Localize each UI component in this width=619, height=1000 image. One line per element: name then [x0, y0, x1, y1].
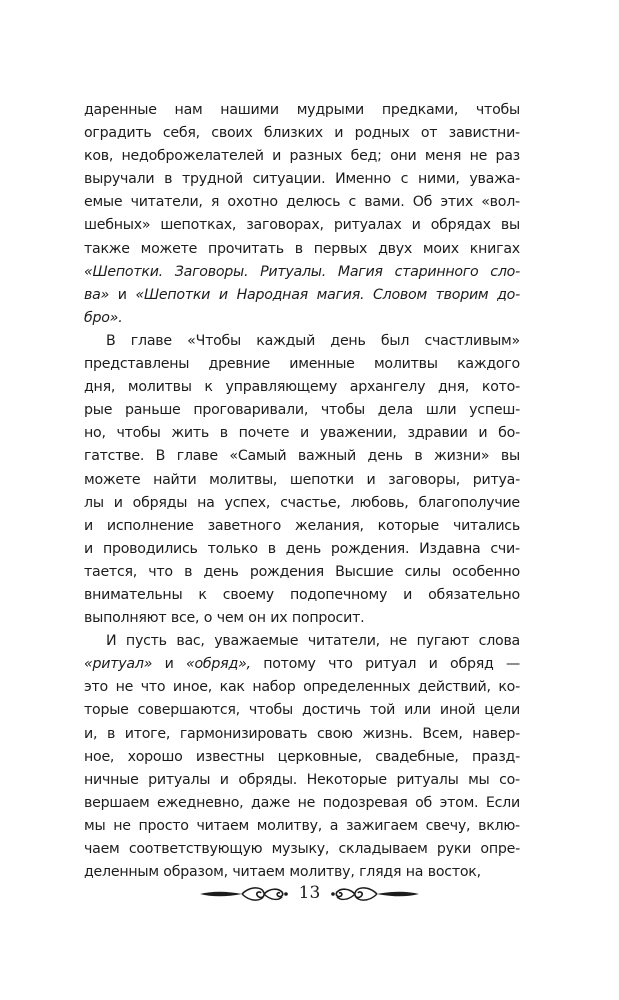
- text-line: [84, 492, 520, 515]
- word: или: [404, 702, 431, 719]
- word: шепотках,: [160, 217, 237, 234]
- word: чтобы: [116, 425, 161, 442]
- body-text: [84, 99, 520, 884]
- word: известны: [195, 748, 265, 765]
- word: жизнь.: [362, 725, 413, 742]
- text-line: [84, 376, 520, 399]
- text-line: [84, 723, 520, 746]
- word: архангелу: [349, 379, 426, 396]
- word: вы: [500, 448, 520, 465]
- text-line: [84, 746, 520, 769]
- word: Об: [412, 194, 433, 211]
- word: которые: [377, 517, 440, 534]
- word: кото-: [481, 379, 520, 396]
- word: тается,: [84, 563, 138, 580]
- word: рождения.: [330, 540, 410, 557]
- word: представлены: [84, 356, 190, 373]
- word: лы: [84, 494, 104, 511]
- word: найти: [153, 471, 197, 488]
- word: все,: [170, 610, 200, 627]
- paragraph: [84, 99, 520, 330]
- word: с: [348, 194, 357, 211]
- word: можете: [84, 471, 141, 488]
- word: завистни-: [448, 125, 520, 142]
- word: я: [210, 194, 220, 211]
- word: управляющему: [225, 379, 337, 396]
- word: проводились: [102, 540, 198, 557]
- word: и: [428, 656, 438, 673]
- word: и: [164, 656, 174, 673]
- word: родных: [354, 125, 410, 142]
- word: ничные: [84, 771, 139, 788]
- word: и: [411, 217, 421, 234]
- word: «ритуал»: [84, 656, 153, 673]
- word: не: [297, 794, 316, 811]
- word: первых: [313, 240, 368, 257]
- word: благополучие: [418, 494, 520, 511]
- word: ко-: [498, 679, 520, 696]
- word: в: [219, 425, 228, 442]
- word: Народная: [236, 286, 308, 303]
- word: моих: [422, 240, 459, 257]
- word: достичь: [301, 702, 361, 719]
- word: старинного: [394, 263, 479, 280]
- word: опре-: [480, 841, 520, 857]
- word: просто: [138, 817, 189, 834]
- word: счастье,: [280, 494, 341, 511]
- flourish-right-icon: [329, 882, 421, 906]
- word: и: [219, 771, 229, 788]
- word: своему: [222, 586, 274, 603]
- word: мы: [468, 771, 490, 788]
- word: свою: [316, 725, 353, 742]
- word: исполнение: [106, 517, 194, 534]
- word: и: [478, 425, 488, 442]
- word: это: [84, 679, 108, 696]
- text-line: [84, 307, 520, 330]
- word: обряды: [132, 494, 188, 511]
- word: «Шепотки: [135, 286, 211, 303]
- word: внимательны: [84, 586, 183, 603]
- word: «Чтобы: [187, 332, 241, 349]
- word: ное,: [84, 748, 115, 765]
- word: Если: [485, 794, 520, 811]
- word: В: [155, 448, 166, 465]
- text-line: [84, 399, 520, 422]
- word: и: [117, 286, 127, 303]
- word: образом,: [163, 864, 228, 881]
- text-line: [84, 422, 520, 445]
- word: с: [400, 171, 409, 188]
- word: здравии: [407, 425, 468, 442]
- word: даренные: [84, 102, 157, 118]
- word: к: [204, 379, 213, 396]
- word: древние: [208, 356, 270, 373]
- word: гатстве.: [84, 448, 145, 465]
- word: чтобы: [475, 102, 520, 118]
- word: книгах: [469, 240, 520, 257]
- text-line: [84, 792, 520, 815]
- word: рые: [84, 402, 113, 419]
- word: этих: [440, 194, 474, 211]
- word: разных: [289, 148, 343, 165]
- word: читатели,: [307, 633, 380, 650]
- word: дня,: [438, 379, 470, 396]
- word: мы: [84, 817, 106, 834]
- text-line: [84, 653, 520, 676]
- text-line: [84, 238, 520, 261]
- word: бро».: [84, 309, 123, 326]
- word: а: [329, 817, 339, 834]
- word: магия.: [316, 286, 365, 303]
- word: выполняют: [84, 610, 167, 627]
- word: и: [218, 286, 228, 303]
- text-line: [84, 99, 520, 122]
- word: обрядах: [430, 217, 491, 234]
- text-line: [84, 168, 520, 191]
- word: действий,: [417, 679, 491, 696]
- word: этом.: [439, 794, 479, 811]
- word: Некоторые: [306, 771, 387, 788]
- word: ними,: [417, 171, 460, 188]
- word: даже: [251, 794, 291, 811]
- word: делюсь: [286, 194, 341, 211]
- word: чем: [216, 610, 244, 627]
- word: читались: [452, 517, 520, 534]
- word: что: [148, 563, 173, 580]
- word: силы: [404, 563, 441, 580]
- text-line: [84, 607, 520, 630]
- word: успех,: [224, 494, 271, 511]
- word: и: [113, 494, 123, 511]
- text-line: [84, 815, 520, 838]
- word: хорошо: [127, 748, 183, 765]
- word: глядя: [359, 864, 402, 881]
- text-line: [84, 630, 520, 653]
- word: навер-: [472, 725, 520, 742]
- word: жить: [171, 425, 209, 442]
- word: заговоры,: [388, 471, 461, 488]
- text-line: [84, 145, 520, 168]
- word: выручали: [84, 171, 155, 188]
- word: желания,: [294, 517, 364, 534]
- word: жизни»: [434, 448, 490, 465]
- word: читатели,: [130, 194, 203, 211]
- word: шебных»: [84, 217, 151, 234]
- word: чтобы: [320, 402, 365, 419]
- word: главе: [130, 332, 172, 349]
- text-line: [84, 353, 520, 376]
- word: обряд: [450, 656, 494, 673]
- word: только: [207, 540, 258, 557]
- word: И: [106, 633, 117, 650]
- word: заговорах,: [246, 217, 324, 234]
- word: и: [84, 517, 93, 534]
- word: Издавна: [419, 540, 481, 557]
- word: вами.: [364, 194, 405, 211]
- word: со-: [499, 771, 520, 788]
- word: сло-: [490, 263, 520, 280]
- text-line: [84, 122, 520, 145]
- word: меня: [424, 148, 462, 165]
- word: гармонизировать: [179, 725, 308, 742]
- word: шли: [425, 402, 457, 419]
- text-line: [84, 584, 520, 607]
- text-line: [84, 445, 520, 468]
- word: оградить: [84, 125, 152, 142]
- word: читаем: [196, 817, 249, 834]
- word: и: [334, 125, 344, 142]
- word: и: [403, 586, 413, 603]
- word: «Самый: [229, 448, 287, 465]
- word: раз: [495, 148, 520, 165]
- word: на: [405, 864, 424, 881]
- word: как: [219, 679, 245, 696]
- text-line: [84, 214, 520, 237]
- word: чаем: [84, 841, 120, 857]
- word: но,: [84, 425, 106, 442]
- page-footer: [0, 876, 619, 912]
- word: нам: [174, 102, 203, 118]
- word: до-: [497, 286, 520, 303]
- word: раньше: [124, 402, 181, 419]
- word: соответствующую: [128, 841, 263, 857]
- word: счастливым»: [424, 332, 520, 349]
- word: бед;: [350, 148, 382, 165]
- word: об: [415, 794, 433, 811]
- word: охотно: [227, 194, 278, 211]
- word: и,: [84, 725, 98, 742]
- word: вы: [500, 217, 520, 234]
- word: Высшие: [335, 563, 394, 580]
- word: особенно: [452, 563, 520, 580]
- word: ва»: [84, 286, 110, 303]
- text-line: [84, 699, 520, 722]
- text-line: [84, 515, 520, 538]
- word: на: [197, 494, 215, 511]
- word: и: [299, 425, 309, 442]
- word: молитву,: [256, 817, 322, 834]
- word: «вол-: [481, 194, 520, 211]
- word: пугают: [416, 633, 470, 650]
- word: в: [184, 563, 193, 580]
- word: той: [369, 702, 396, 719]
- word: ритуалах: [333, 217, 402, 234]
- word: двух: [378, 240, 413, 257]
- word: свечу,: [425, 817, 471, 834]
- word: также: [84, 240, 130, 257]
- word: Именно: [335, 171, 391, 188]
- word: предками,: [381, 102, 459, 118]
- word: совершаются,: [137, 702, 240, 719]
- word: бо-: [498, 425, 520, 442]
- word: молитвы,: [209, 471, 278, 488]
- word: главе: [176, 448, 218, 465]
- text-line: [84, 284, 520, 307]
- word: о: [203, 610, 213, 627]
- word: вклю-: [478, 817, 520, 834]
- word: читаем: [232, 864, 285, 881]
- word: иное,: [172, 679, 213, 696]
- word: попросит.: [291, 610, 365, 627]
- word: Ритуалы.: [260, 263, 326, 280]
- word: счи-: [490, 540, 520, 557]
- word: обязательно: [428, 586, 520, 603]
- word: проговаривали,: [193, 402, 309, 419]
- word: Всем,: [422, 725, 463, 742]
- word: зажигаем: [346, 817, 418, 834]
- word: не: [113, 817, 131, 834]
- word: уважаемые: [214, 633, 299, 650]
- word: заветного: [207, 517, 282, 534]
- word: был: [380, 332, 410, 349]
- word: в: [414, 448, 423, 465]
- word: ритуалы: [148, 771, 211, 788]
- paragraph: [84, 330, 520, 630]
- word: в: [106, 725, 116, 742]
- word: Словом: [373, 286, 427, 303]
- word: Заговоры.: [174, 263, 249, 280]
- word: не: [115, 679, 134, 696]
- word: церковные,: [277, 748, 362, 765]
- word: уважении,: [319, 425, 397, 442]
- word: молитву,: [289, 864, 355, 881]
- word: любовь,: [350, 494, 409, 511]
- word: в: [294, 240, 303, 257]
- word: определенных: [303, 679, 411, 696]
- word: именные: [289, 356, 355, 373]
- word: их: [270, 610, 288, 627]
- word: каждого: [457, 356, 520, 373]
- flourish-left-icon: [198, 882, 290, 906]
- text-line: [84, 538, 520, 561]
- text-line: [84, 769, 520, 792]
- word: уважа-: [469, 171, 520, 188]
- word: празд-: [472, 748, 520, 765]
- paragraph: [84, 630, 520, 884]
- text-line: [84, 676, 520, 699]
- text-line: [84, 261, 520, 284]
- word: нашими: [220, 102, 279, 118]
- word: от: [420, 125, 438, 142]
- word: день: [367, 448, 403, 465]
- word: дела: [377, 402, 414, 419]
- word: и: [366, 471, 376, 488]
- text-line: [84, 330, 520, 353]
- word: торые: [84, 702, 129, 719]
- word: день: [285, 540, 321, 557]
- word: и: [84, 540, 93, 557]
- page-number: 13: [298, 883, 321, 903]
- word: потому: [263, 656, 316, 673]
- word: вершаем: [84, 794, 150, 811]
- word: шепотки: [289, 471, 354, 488]
- word: цели: [484, 702, 520, 719]
- word: музыку,: [271, 841, 330, 857]
- word: творим: [435, 286, 489, 303]
- text-line: [84, 191, 520, 214]
- word: складываем: [338, 841, 428, 857]
- word: —: [505, 656, 520, 673]
- word: «Шепотки.: [84, 263, 163, 280]
- word: руки: [436, 841, 472, 857]
- word: прочитать: [207, 240, 284, 257]
- word: не: [389, 633, 408, 650]
- word: вас,: [176, 633, 205, 650]
- word: день: [330, 332, 366, 349]
- word: пусть: [125, 633, 167, 650]
- word: день: [203, 563, 239, 580]
- word: дня,: [84, 379, 116, 396]
- word: восток,: [427, 864, 481, 881]
- word: своих: [211, 125, 253, 142]
- word: Магия: [337, 263, 383, 280]
- word: емые: [84, 194, 123, 211]
- word: чтобы: [248, 702, 293, 719]
- word: в: [164, 171, 173, 188]
- word: можете: [140, 240, 198, 257]
- word: ритуалы: [396, 771, 459, 788]
- word: ситуации.: [252, 171, 326, 188]
- word: каждый: [256, 332, 316, 349]
- word: подозревая: [322, 794, 408, 811]
- word: почете: [238, 425, 290, 442]
- text-line: [84, 838, 520, 861]
- word: ритуа-: [472, 471, 520, 488]
- text-line: [84, 469, 520, 492]
- word: что: [140, 679, 166, 696]
- word: к: [198, 586, 207, 603]
- word: молитвы: [127, 379, 192, 396]
- word: набор: [252, 679, 296, 696]
- word: успеш-: [469, 402, 520, 419]
- word: «обряд»,: [185, 656, 251, 673]
- word: ежедневно,: [157, 794, 244, 811]
- word: в: [267, 540, 276, 557]
- word: не: [469, 148, 488, 165]
- word: себя,: [162, 125, 200, 142]
- word: что: [328, 656, 353, 673]
- word: трудной: [181, 171, 243, 188]
- word: мудрыми: [296, 102, 365, 118]
- word: близких: [263, 125, 323, 142]
- word: недоброжелателей: [121, 148, 264, 165]
- word: ков,: [84, 148, 114, 165]
- text-line: [84, 561, 520, 584]
- word: слова: [478, 633, 520, 650]
- word: они: [390, 148, 417, 165]
- word: подопечному: [289, 586, 388, 603]
- word: ритуал: [365, 656, 417, 673]
- word: он: [248, 610, 266, 627]
- word: иной: [439, 702, 476, 719]
- word: и: [272, 148, 282, 165]
- word: рождения: [249, 563, 324, 580]
- word: молитвы: [373, 356, 438, 373]
- word: деленным: [84, 864, 159, 881]
- word: В: [106, 332, 116, 349]
- word: важный: [297, 448, 356, 465]
- word: обряды.: [238, 771, 298, 788]
- word: свадебные,: [375, 748, 459, 765]
- word: итоге,: [124, 725, 171, 742]
